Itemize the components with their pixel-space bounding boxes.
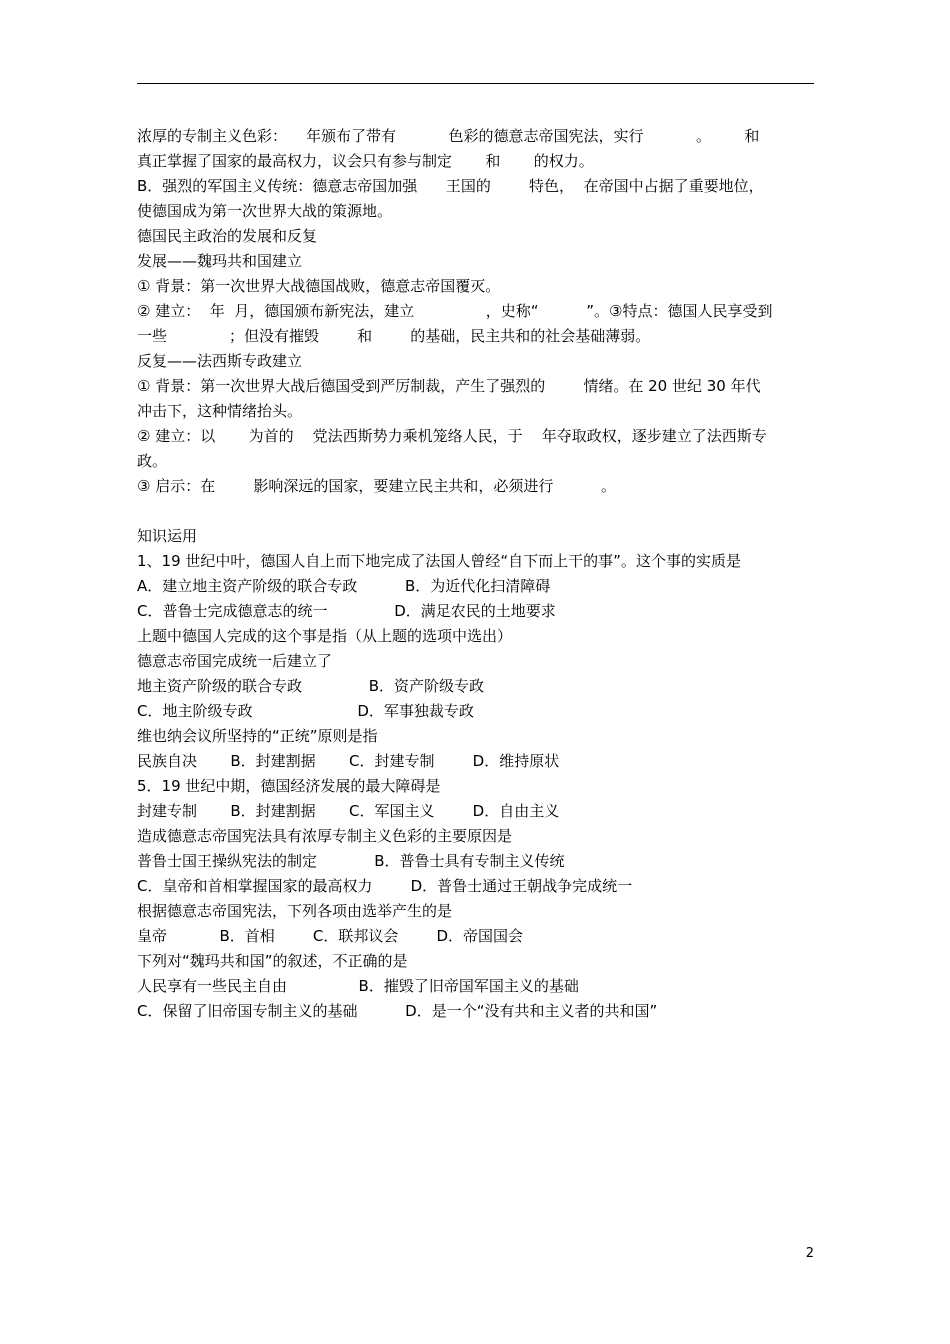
option-line: 民族自决 B．封建割据 C．封建专制 D．维持原状 bbox=[137, 752, 560, 770]
blank-line bbox=[137, 499, 814, 524]
text-line: B．强烈的军国主义传统：德意志帝国加强 王国的 特色， 在帝国中占据了重要地位， bbox=[137, 177, 764, 195]
text-line: 一些 ；但没有摧毁 和 的基础，民主共和的社会基础薄弱。 bbox=[137, 327, 651, 345]
option-line: 封建专制 B．封建割据 C．军国主义 D．自由主义 bbox=[137, 802, 560, 820]
text-line: ③ 启示：在 影响深远的国家，要建立民主共和，必须进行 。 bbox=[137, 477, 617, 495]
text-line: 真正掌握了国家的最高权力，议会只有参与制定 和 的权力。 bbox=[137, 152, 594, 170]
option-line: A．建立地主资产阶级的联合专政 B．为近代化扫清障碍 bbox=[137, 577, 551, 595]
subsection-heading: 反复——法西斯专政建立 bbox=[137, 352, 303, 370]
text-line: ② 建立：以 为首的 党法西斯势力乘机笼络人民，于 年夺取政权，逐步建立了法西斯专 bbox=[137, 427, 767, 445]
option-line: C．普鲁士完成德意志的统一 D．满足农民的土地要求 bbox=[137, 602, 556, 620]
text-line: ① 背景：第一次世界大战后德国受到严厉制裁，产生了强烈的 情绪。在 20 世纪 30 年代 bbox=[137, 377, 761, 395]
option-line: C．地主阶级专政 D．军事独裁专政 bbox=[137, 702, 474, 720]
question-line: 造成德意志帝国宪法具有浓厚专制主义色彩的主要原因是 bbox=[137, 827, 513, 845]
option-line: 人民享有一些民主自由 B．摧毁了旧帝国军国主义的基础 bbox=[137, 977, 579, 995]
question-line: 上题中德国人完成的这个事是指（从上题的选项中选出） bbox=[137, 627, 513, 645]
text-line: 政。 bbox=[137, 452, 168, 470]
subsection-heading: 发展——魏玛共和国建立 bbox=[137, 252, 303, 270]
option-line: 普鲁士国王操纵宪法的制定 B．普鲁士具有专制主义传统 bbox=[137, 852, 565, 870]
option-line: 皇帝 B．首相 C．联邦议会 D．帝国国会 bbox=[137, 927, 524, 945]
question-line: 根据德意志帝国宪法，下列各项由选举产生的是 bbox=[137, 902, 453, 920]
question-line: 1、19 世纪中叶，德国人自上而下地完成了法国人曾经“自下而上干的事”。这个事的实质是 bbox=[137, 552, 741, 570]
text-line: 冲击下，这种情绪抬头。 bbox=[137, 402, 303, 420]
option-line: C．保留了旧帝国专制主义的基础 D．是一个“没有共和主义者的共和国” bbox=[137, 1002, 658, 1020]
question-line: 下列对“魏玛共和国”的叙述，不正确的是 bbox=[137, 952, 408, 970]
text-line: ② 建立： 年 月，德国颁布新宪法，建立 ，史称“ ”。③特点：德国人民享受到 bbox=[137, 302, 773, 320]
page-number: 2 bbox=[805, 1246, 814, 1261]
question-line: 维也纳会议所坚持的“正统”原则是指 bbox=[137, 727, 378, 745]
text-line: 使德国成为第一次世界大战的策源地。 bbox=[137, 202, 393, 220]
section-heading: 知识运用 bbox=[137, 527, 198, 545]
text-line: ① 背景：第一次世界大战德国战败，德意志帝国覆灭。 bbox=[137, 277, 501, 295]
question-line: 德意志帝国完成统一后建立了 bbox=[137, 652, 333, 670]
document-body bbox=[137, 124, 814, 1024]
section-heading: 德国民主政治的发展和反复 bbox=[137, 227, 318, 245]
option-line: C．皇帝和首相掌握国家的最高权力 D．普鲁士通过王朝战争完成统一 bbox=[137, 877, 633, 895]
text-line: 浓厚的专制主义色彩： 年颁布了带有 色彩的德意志帝国宪法，实行 。 和 bbox=[137, 127, 760, 145]
header-rule bbox=[137, 83, 814, 84]
option-line: 地主资产阶级的联合专政 B．资产阶级专政 bbox=[137, 677, 485, 695]
question-line: 5．19 世纪中期，德国经济发展的最大障碍是 bbox=[137, 777, 441, 795]
